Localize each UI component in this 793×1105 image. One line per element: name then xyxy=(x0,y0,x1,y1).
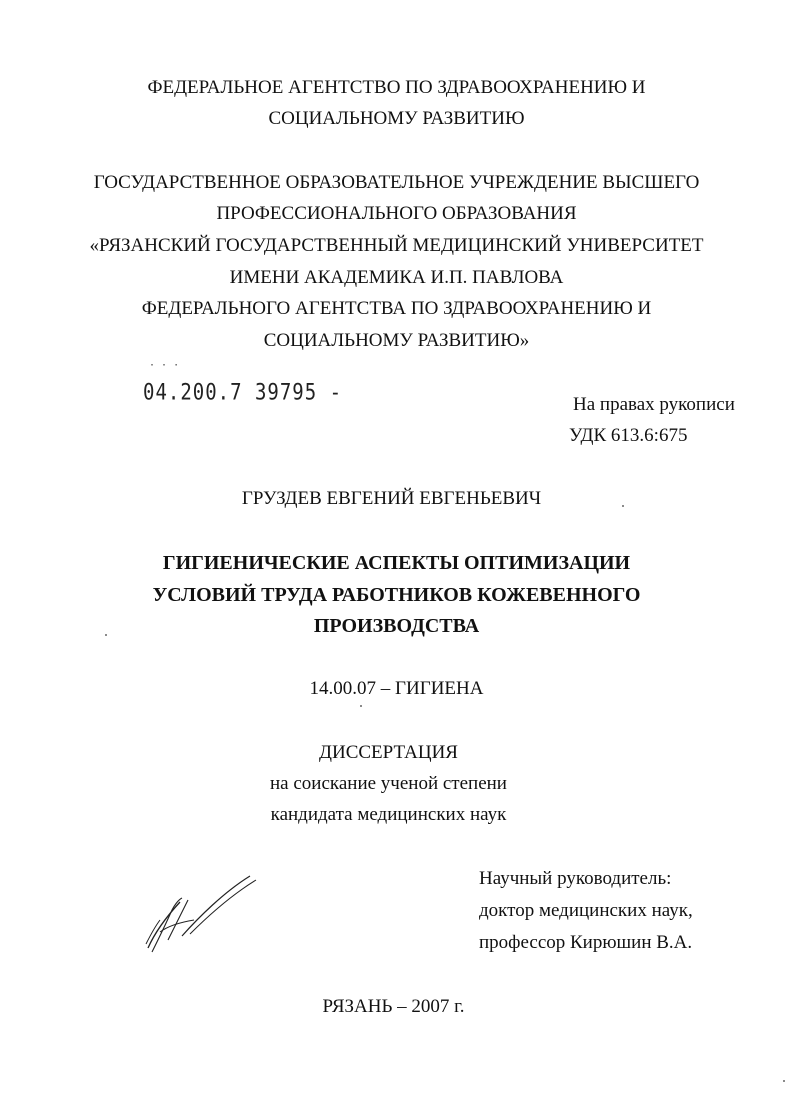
udc-code: УДК 613.6:675 xyxy=(569,425,688,446)
agency-line-1: ФЕДЕРАЛЬНОЕ АГЕНТСТВО ПО ЗДРАВООХРАНЕНИЮ И xyxy=(147,77,646,98)
institution-line-4: ИМЕНИ АКАДЕМИКА И.П. ПАВЛОВА xyxy=(229,267,564,288)
institution-line-6: СОЦИАЛЬНОМУ РАЗВИТИЮ» xyxy=(263,330,530,351)
scan-speck xyxy=(622,505,624,507)
agency-line-2: СОЦИАЛЬНОМУ РАЗВИТИЮ xyxy=(268,108,525,129)
institution-line-5: ФЕДЕРАЛЬНОГО АГЕНТСТВА ПО ЗДРАВООХРАНЕНИЮ И xyxy=(141,298,652,319)
library-stamp-number: 04.200.7 39795 - xyxy=(143,380,343,406)
supervisor-label: Научный руководитель: xyxy=(479,868,672,889)
supervisor-degree: доктор медицинских наук, xyxy=(479,900,693,921)
institution-line-3: «РЯЗАНСКИЙ ГОСУДАРСТВЕННЫЙ МЕДИЦИНСКИЙ УНИВЕРСИТЕТ xyxy=(89,235,704,256)
stamp-mark: · · · xyxy=(149,360,180,371)
institution-line-1: ГОСУДАРСТВЕННОЕ ОБРАЗОВАТЕЛЬНОЕ УЧРЕЖДЕНИЕ ВЫСШЕГО xyxy=(93,172,700,193)
degree-line-2: кандидата медицинских наук xyxy=(270,804,507,825)
scan-speck xyxy=(105,634,107,636)
degree-line-1: на соискание ученой степени xyxy=(270,773,507,794)
document-type: ДИССЕРТАЦИЯ xyxy=(319,742,458,763)
institution-line-2: ПРОФЕССИОНАЛЬНОГО ОБРАЗОВАНИЯ xyxy=(216,203,577,224)
place-and-year: РЯЗАНЬ – 2007 г. xyxy=(322,996,465,1017)
title-line-3: ПРОИЗВОДСТВА xyxy=(313,615,480,637)
author-name: ГРУЗДЕВ ЕВГЕНИЙ ЕВГЕНЬЕВИЧ xyxy=(241,488,542,509)
manuscript-rights: На правах рукописи xyxy=(573,394,735,415)
scan-speck xyxy=(783,1080,785,1082)
handwritten-signature xyxy=(138,870,263,960)
title-line-1: ГИГИЕНИЧЕСКИЕ АСПЕКТЫ ОПТИМИЗАЦИИ xyxy=(162,552,631,574)
supervisor-name: профессор Кирюшин В.А. xyxy=(479,932,693,953)
scan-speck xyxy=(360,705,362,707)
title-line-2: УСЛОВИЙ ТРУДА РАБОТНИКОВ КОЖЕВЕННОГО xyxy=(152,584,641,606)
specialty-code: 14.00.07 – ГИГИЕНА xyxy=(309,678,484,699)
